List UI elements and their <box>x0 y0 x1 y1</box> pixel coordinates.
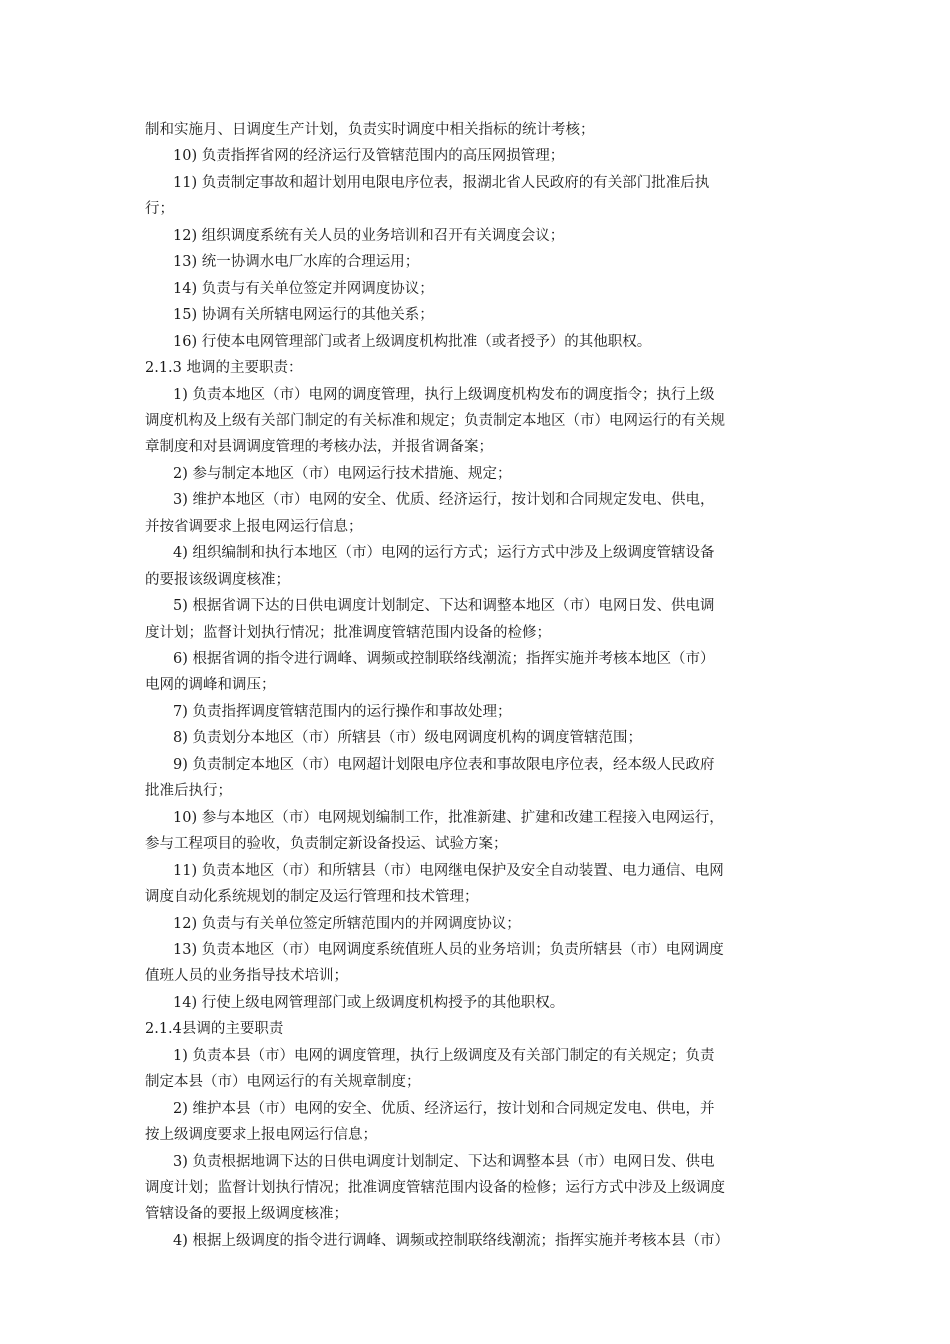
text-line: 制定本县（市）电网运行的有关规章制度； <box>145 1074 421 1091</box>
text-line: 3) 负责根据地调下达的日供电调度计划制定、下达和调整本县（市）电网日发、供电 <box>173 1153 715 1170</box>
text-line: 调度自动化系统规划的制定及运行管理和技术管理； <box>145 889 479 906</box>
text-line: 4) 组织编制和执行本地区（市）电网的运行方式；运行方式中涉及上级调度管辖设备 <box>173 545 715 562</box>
text-line: 行； <box>145 201 174 218</box>
text-line: 管辖设备的要报上级调度核准； <box>145 1206 348 1223</box>
text-line: 11) 负责制定事故和超计划用电限电序位表，报湖北省人民政府的有关部门批准后执 <box>173 174 710 191</box>
text-line: 1) 负责本县（市）电网的调度管理，执行上级调度及有关部门制定的有关规定；负责 <box>173 1047 715 1064</box>
text-line: 批准后执行； <box>145 783 232 800</box>
text-line: 调度计划；监督计划执行情况；批准调度管辖范围内设备的检修；运行方式中涉及上级调度 <box>145 1180 725 1196</box>
text-line: 3) 维护本地区（市）电网的安全、优质、经济运行，按计划和合同规定发电、供电， <box>173 492 715 509</box>
text-line: 制和实施月、日调度生产计划，负责实时调度中相关指标的统计考核； <box>145 122 595 138</box>
text-line: 14) 负责与有关单位签定并网调度协议； <box>173 280 434 297</box>
text-line: 10) 参与本地区（市）电网规划编制工作，批准新建、扩建和改建工程接入电网运行， <box>173 809 724 826</box>
text-line: 7) 负责指挥调度管辖范围内的运行操作和事故处理； <box>173 703 512 720</box>
text-line: 15) 协调有关所辖电网运行的其他关系； <box>173 307 434 324</box>
text-line: 2) 维护本县（市）电网的安全、优质、经济运行，按计划和合同规定发电、供电，并 <box>173 1100 715 1117</box>
text-line: 11) 负责本地区（市）和所辖县（市）电网继电保护及安全自动装置、电力通信、电网 <box>173 862 724 879</box>
text-line: 2.1.4县调的主要职责 <box>145 1021 284 1038</box>
text-line: 10) 负责指挥省网的经济运行及管辖范围内的高压网损管理； <box>173 148 565 165</box>
text-line: 5) 根据省调下达的日供电调度计划制定、下达和调整本地区（市）电网日发、供电调 <box>173 598 715 615</box>
text-line: 电网的调峰和调压； <box>145 677 276 694</box>
text-line: 并按省调要求上报电网运行信息； <box>145 518 363 535</box>
text-line: 度计划；监督计划执行情况；批准调度管辖范围内设备的检修； <box>145 624 551 641</box>
text-line: 13) 负责本地区（市）电网调度系统值班人员的业务培训；负责所辖县（市）电网调度 <box>173 941 724 958</box>
text-line: 章制度和对县调调度管理的考核办法，并报省调备案； <box>145 439 493 456</box>
text-line: 12) 组织调度系统有关人员的业务培训和召开有关调度会议； <box>173 227 565 244</box>
text-line: 1) 负责本地区（市）电网的调度管理，执行上级调度机构发布的调度指令；执行上级 <box>173 386 715 403</box>
text-line: 9) 负责制定本地区（市）电网超计划限电序位表和事故限电序位表，经本级人民政府 <box>173 756 715 773</box>
text-line: 4) 根据上级调度的指令进行调峰、调频或控制联络线潮流；指挥实施并考核本县（市） <box>173 1232 729 1249</box>
text-line: 13) 统一协调水电厂水库的合理运用； <box>173 254 420 271</box>
text-line: 16) 行使本电网管理部门或者上级调度机构批准（或者授予）的其他职权。 <box>173 333 652 350</box>
text-line: 参与工程项目的验收，负责制定新设备投运、试验方案； <box>145 836 508 853</box>
text-line: 2.1.3 地调的主要职责： <box>145 360 303 377</box>
text-line: 2) 参与制定本地区（市）电网运行技术措施、规定； <box>173 465 512 482</box>
text-line: 12) 负责与有关单位签定所辖范围内的并网调度协议； <box>173 915 521 932</box>
text-line: 按上级调度要求上报电网运行信息； <box>145 1127 377 1144</box>
text-line: 8) 负责划分本地区（市）所辖县（市）级电网调度机构的调度管辖范围； <box>173 730 642 747</box>
text-line: 的要报该级调度核准； <box>145 571 290 588</box>
text-line: 14) 行使上级电网管理部门或上级调度机构授予的其他职权。 <box>173 994 565 1011</box>
text-line: 6) 根据省调的指令进行调峰、调频或控制联络线潮流；指挥实施并考核本地区（市） <box>173 651 715 667</box>
text-line: 调度机构及上级有关部门制定的有关标准和规定；负责制定本地区（市）电网运行的有关规 <box>145 412 725 429</box>
text-line: 值班人员的业务指导技术培训； <box>145 968 348 985</box>
